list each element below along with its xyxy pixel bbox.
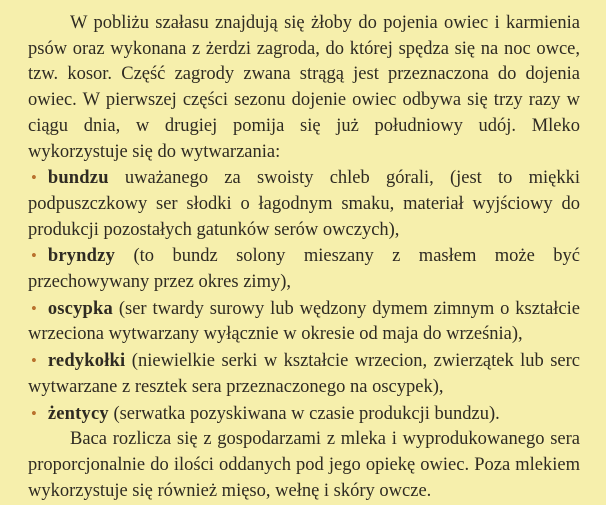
bullet-icon: • — [31, 246, 37, 266]
term-bryndzy: bryndzy — [47, 246, 116, 267]
list-item-bundzu — [28, 165, 580, 243]
paragraph-closing: Baca rozlicza się z gospodarzami z mleka i wyprodukowanego sera proporcjonalnie do ilości oddanych pod jego opiekę owiec. Poza mlekiem wykorzystuje się również mięso, wełnę i skóry owcze. — [28, 429, 580, 501]
bullet-icon: • — [31, 403, 37, 423]
paragraph-intro: W pobliżu szałasu znajdują się żłoby do pojenia owiec i karmienia psów oraz wykonana z żerdzi zagroda, do której spędza się na noc owce, tzw. kosor. Część zagrody zwana strągą jest przeznaczona do dojenia owiec. W pierwszej części sezonu dojenie owiec odbywa się trzy razy w ciągu dnia, w drugiej pomija się już południowy udój. Mleko wykorzystuje się do wytwarzania: — [28, 13, 580, 162]
bullet-icon: • — [31, 351, 37, 371]
list-item-redykolki — [28, 348, 580, 400]
list-item-text: (ser twardy surowy lub wędzony dymem zimnym o kształcie wrzeciona wytwarzany wyłącznie w okresie od maja do września), — [28, 298, 580, 345]
term-oscypka: oscypka — [47, 298, 113, 319]
term-zentycy: żentycy — [47, 403, 109, 424]
list-item-zentycy — [28, 401, 580, 428]
list-item-text: (to bundz solony mieszany z masłem może być przechowywany przez okres zimy), — [28, 246, 580, 293]
term-redykolki: redykołki — [47, 351, 126, 372]
list-item-bryndzy — [28, 243, 580, 295]
bullet-icon: • — [31, 168, 37, 188]
bullet-icon: • — [31, 298, 37, 318]
list-item-text: (serwatka pozyskiwana w czasie produkcji bundzu). — [108, 403, 500, 424]
list-item-text: (niewielkie serki w kształcie wrzecion, zwierzątek lub serc wytwarzane z resztek sera przeznaczonego na oscypek), — [28, 351, 580, 397]
list-item-oscypka — [28, 296, 580, 348]
list-item-text: uważanego za swoisty chleb górali, (jest to miękki podpuszczkowy ser słodki o łagodnym smaku, materiał wyjściowy do produkcji pozostałych gatunków serów owczych), — [28, 168, 580, 240]
term-bundzu: bundzu — [47, 168, 109, 189]
